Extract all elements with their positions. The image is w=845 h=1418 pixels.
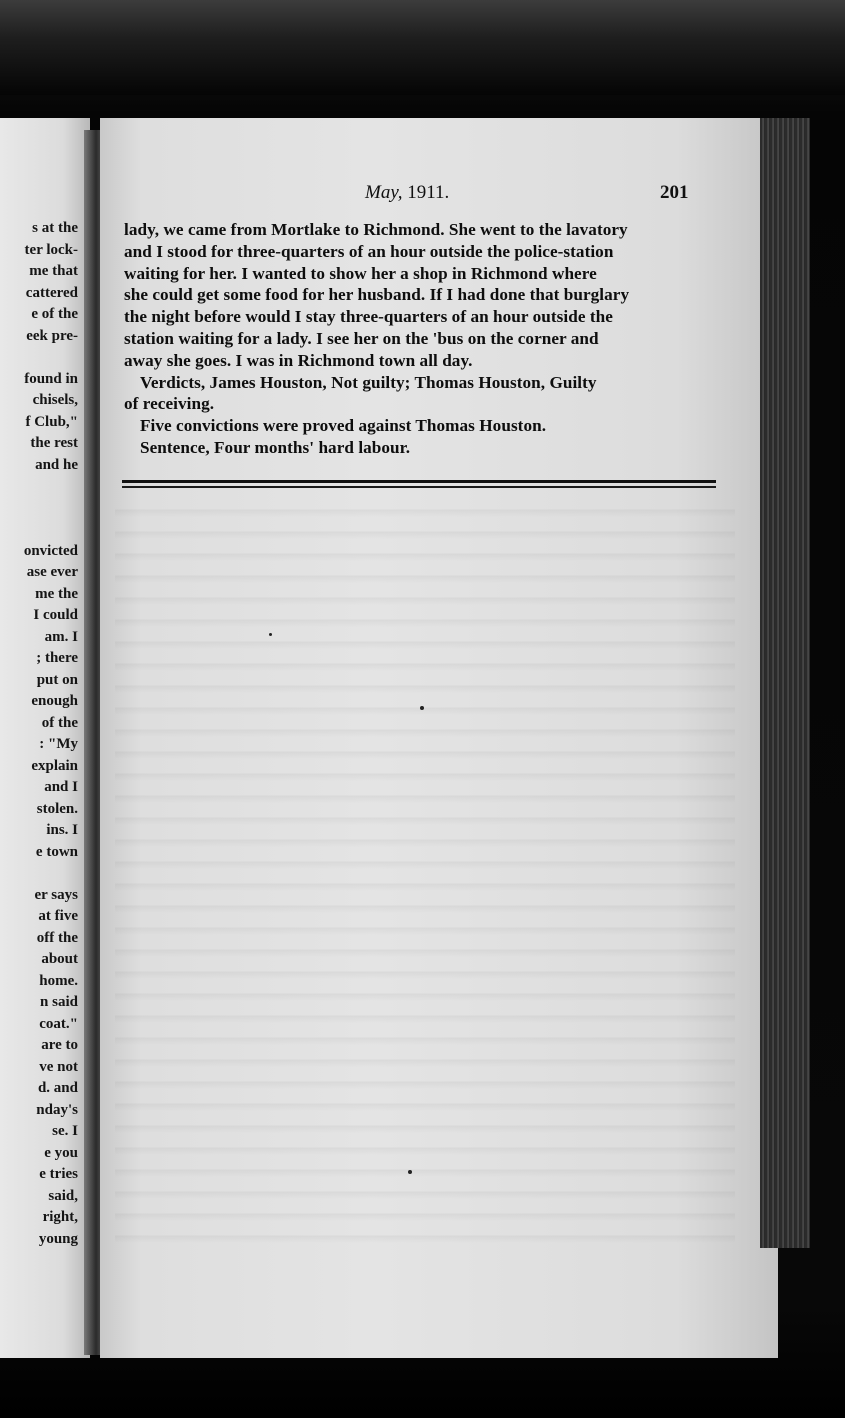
body-line: away she goes. I was in Richmond town all day.	[124, 350, 473, 370]
body-line: she could get some food for her husband. If I had done that burglary	[124, 285, 630, 305]
left-page-fragment: the rest	[30, 435, 78, 451]
body-line: and I stood for three-quarters of an hour outside the police-station	[124, 241, 614, 261]
left-page-fragment: at five	[38, 908, 78, 924]
left-page-fragment: and he	[35, 456, 78, 473]
left-page-fragment: e of the	[31, 306, 78, 322]
page-title-year: 1911.	[407, 182, 450, 203]
left-page-fragment: : "My	[39, 736, 78, 752]
left-page-fragment: off the	[36, 929, 78, 946]
left-page-fragment: er says	[34, 886, 78, 903]
left-page-fragment: f Club,"	[25, 413, 78, 430]
left-page-fragment: cattered	[25, 284, 78, 301]
left-page-fragment: e town	[35, 843, 78, 860]
left-page-fragment: right,	[42, 1209, 78, 1225]
verdict-line: of receiving.	[124, 394, 215, 414]
ink-speck	[420, 706, 424, 710]
verdict-line: Verdicts, James Houston, Not guilty; Thomas Houston, Guilty	[140, 372, 597, 392]
page-title	[365, 182, 449, 204]
left-page-fragment: young	[38, 1230, 78, 1247]
left-page-fragment: of the	[41, 714, 78, 731]
left-page-fragment: about	[41, 951, 78, 967]
sentence-paragraph	[124, 437, 724, 459]
left-page-fragment: se. I	[52, 1123, 78, 1139]
convictions-line: Five convictions were proved against Thomas Houston.	[140, 416, 547, 436]
left-page-fragment: d. and	[37, 1080, 78, 1096]
left-page-fragment: e you	[44, 1144, 78, 1161]
left-page-fragment: put on	[36, 671, 78, 688]
left-page-fragment: ins. I	[46, 822, 78, 838]
left-page-fragment: I could	[33, 607, 78, 623]
left-page-fragment: n said	[40, 994, 78, 1010]
scanner-top-edge	[0, 0, 845, 95]
page-edges	[760, 118, 810, 1248]
page-title-month: May,	[365, 182, 403, 203]
page-body	[124, 219, 724, 459]
testimony-paragraph	[124, 219, 724, 372]
left-page-fragment: ve not	[39, 1058, 78, 1075]
section-rule-thick	[122, 480, 716, 483]
left-page-fragment: am. I	[44, 628, 78, 645]
left-page-fragment: said,	[48, 1187, 78, 1204]
page-header	[100, 182, 778, 212]
left-page-fragment: me that	[29, 263, 78, 279]
left-page-fragment: home.	[39, 972, 78, 989]
left-page-fragment: ase ever	[26, 564, 78, 580]
left-page-fragment: onvicted	[23, 542, 78, 559]
left-page-fragment: e tries	[39, 1166, 78, 1182]
left-page-fragment: and I	[44, 779, 78, 795]
body-line: the night before would I stay three-quarters of an hour outside the	[124, 307, 613, 327]
left-page-fragment: stolen.	[36, 800, 78, 817]
left-page	[0, 118, 90, 1358]
left-page-fragment: are to	[41, 1037, 78, 1053]
left-page-fragment: found in	[24, 370, 78, 387]
left-page-fragment: coat."	[39, 1015, 78, 1032]
left-page-fragment: eek pre-	[26, 327, 78, 344]
left-page-fragment: chisels,	[32, 392, 78, 408]
section-rule-thin	[122, 486, 716, 488]
left-page-fragment: me the	[35, 585, 78, 602]
body-line: lady, we came from Mortlake to Richmond. She went to the lavatory	[124, 220, 628, 239]
body-line: station waiting for a lady. I see her on the 'bus on the corner and	[124, 328, 599, 348]
ink-speck	[408, 1170, 412, 1174]
convictions-paragraph	[124, 415, 724, 437]
left-page-fragment: s at the	[32, 220, 78, 236]
left-page-fragment: enough	[31, 693, 78, 709]
verdicts-paragraph	[124, 372, 724, 416]
left-page-fragment: ter lock-	[24, 241, 78, 258]
show-through-text	[115, 495, 735, 1255]
left-page-fragment: nday's	[36, 1101, 78, 1118]
sentence-line: Sentence, Four months' hard labour.	[140, 437, 411, 457]
ink-speck	[269, 633, 272, 636]
body-line: waiting for her. I wanted to show her a shop in Richmond where	[124, 263, 597, 283]
page-number: 201	[660, 182, 689, 203]
left-page-fragment: ; there	[36, 650, 78, 666]
left-page-fragment: explain	[31, 757, 78, 774]
